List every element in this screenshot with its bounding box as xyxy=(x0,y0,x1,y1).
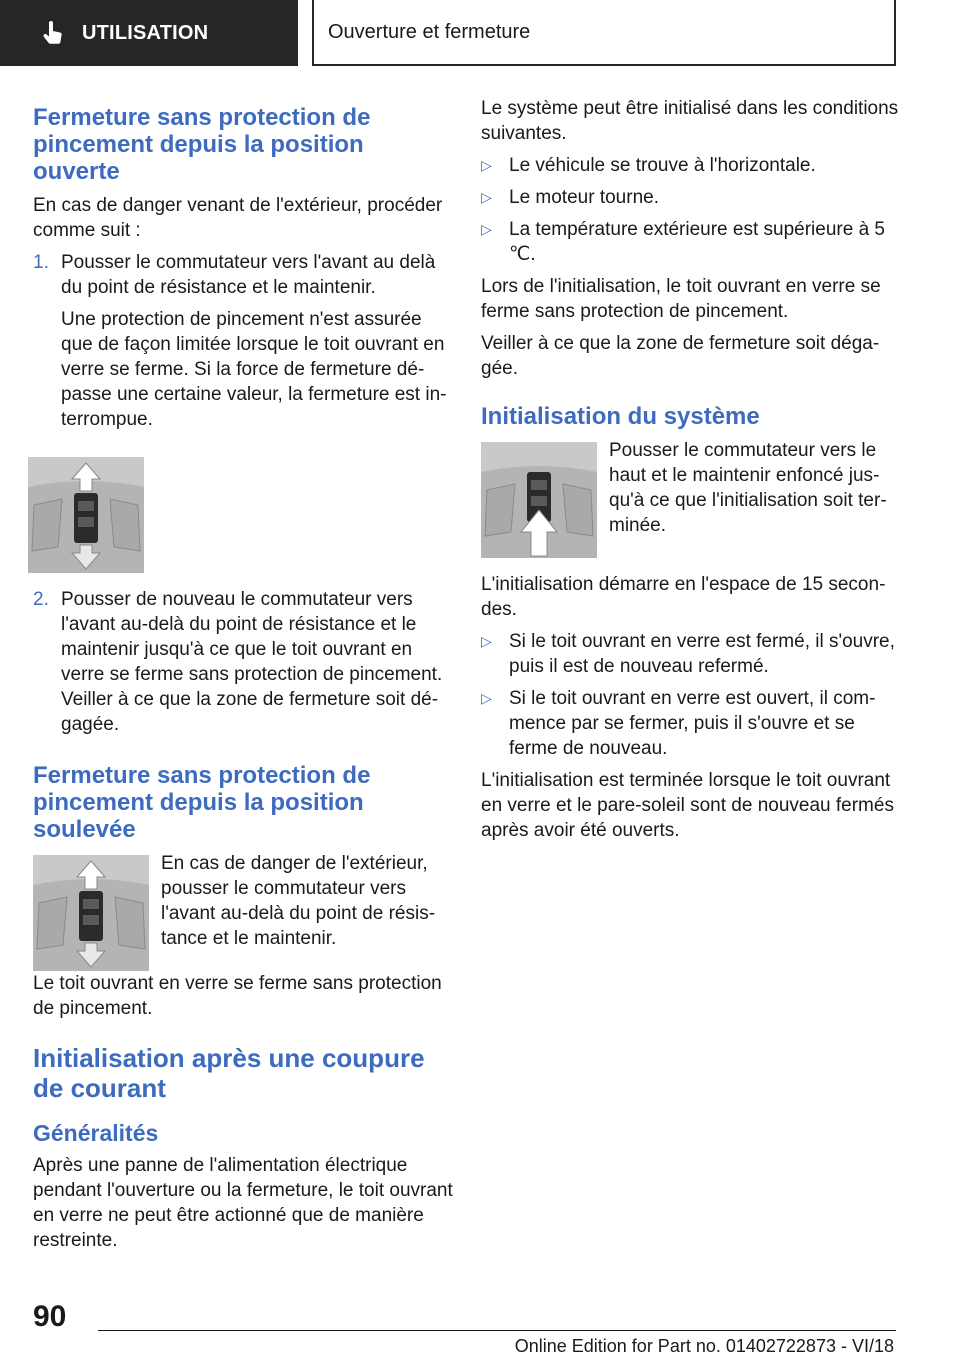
paragraph: Veiller à ce que la zone de fermeture soit dégagée. xyxy=(481,333,880,379)
left-column xyxy=(33,96,453,1260)
switch-forward-illustration xyxy=(28,457,144,573)
paragraph: Le système peut être initialisé dans les conditions suivantes. xyxy=(481,98,899,144)
paragraph: Lors de l'initialisation, le toit ouvrant en verre se ferme sans protection de pincement. xyxy=(481,276,881,322)
switch-forward-illustration xyxy=(33,855,149,971)
step-text: Pousser le commutateur vers l'avant au delà du point de résistance et le maintenir. xyxy=(61,252,436,298)
step-note: Une protection de pincement n'est assurée que de façon limitée lorsque le toit ouvrant en verre se ferme. Si la force de fermeture dépasse une certaine valeur, la fermeture est interrompue. xyxy=(61,309,447,430)
numbered-step xyxy=(33,587,453,744)
heading-initialisation-power: Initialisation après une coupure de courant xyxy=(33,1043,425,1103)
step-number: 2. xyxy=(33,589,49,610)
list-item: ▷ Si le toit ouvrant en verre est ouvert, il commence par se fermer, puis il s'ouvre et se ferme de nouveau. xyxy=(481,688,876,759)
bullet-triangle-icon: ▷ xyxy=(481,157,492,173)
bullet-triangle-icon: ▷ xyxy=(481,633,492,649)
list-item: ▷ Si le toit ouvrant en verre est fermé, il s'ouvre, puis il est de nouveau refermé. xyxy=(481,631,895,677)
section-title: UTILISATION xyxy=(82,21,209,44)
switch-up-illustration xyxy=(481,442,597,558)
paragraph: En cas de danger de l'extérieur, pousser le commutateur vers l'avant au-delà du point de résistance et le maintenir. xyxy=(161,853,436,949)
list-item: ▷ Le véhicule se trouve à l'horizontale. xyxy=(481,155,816,176)
edition-note: Online Edition for Part no. 01402722873 - VI/18 xyxy=(514,1336,894,1356)
section-tab xyxy=(0,0,298,66)
footer-divider xyxy=(98,1330,896,1331)
chapter-title: Ouverture et fermeture xyxy=(328,20,531,43)
paragraph: Pousser le commutateur vers le haut et le maintenir enfoncé jusqu'à ce que l'initialisation soit terminée. xyxy=(609,440,887,536)
bullet-triangle-icon: ▷ xyxy=(481,690,492,706)
bullet-triangle-icon: ▷ xyxy=(481,189,492,205)
paragraph: L'initialisation est terminée lorsque le toit ouvrant en verre et le pare-soleil sont de nouveau fermés après avoir été ouverts. xyxy=(481,770,894,841)
page-header xyxy=(0,0,960,66)
paragraph: Après une panne de l'alimentation électrique pendant l'ouverture ou la fermeture, le toit ouvrant en verre ne peut être actionné que de manière restreinte. xyxy=(33,1155,453,1251)
right-column xyxy=(481,96,901,850)
heading-system-init: Initialisation du système xyxy=(481,403,760,430)
heading-general: Généralités xyxy=(33,1120,159,1146)
heading-closing-from-open: Fermeture sans protection de pincement depuis la position ouverte xyxy=(33,104,371,185)
paragraph: Le toit ouvrant en verre se ferme sans protection de pincement. xyxy=(33,973,442,1019)
list-item: ▷ La température extérieure est supérieure à 5 ℃. xyxy=(481,219,885,265)
list-item: ▷ Le moteur tourne. xyxy=(481,187,659,208)
step-number: 1. xyxy=(33,252,49,273)
hand-pointer-icon xyxy=(40,20,66,46)
paragraph: L'initialisation démarre en l'espace de 15 secondes. xyxy=(481,574,886,620)
step-text: Pousser de nouveau le commutateur vers l'avant au-delà du point de résistance et le maintenir jusqu'à ce que le toit ouvrant en verre se ferme sans protection de pincement. Veiller à ce que la zone de fermeture soit dégagée. xyxy=(61,589,443,735)
paragraph: En cas de danger venant de l'extérieur, procéder comme suit : xyxy=(33,195,443,241)
chapter-box xyxy=(312,0,896,66)
bullet-triangle-icon: ▷ xyxy=(481,221,492,237)
numbered-step xyxy=(33,250,453,439)
page-number: 90 xyxy=(33,1300,67,1333)
heading-closing-from-raised: Fermeture sans protection de pincement depuis la position soulevée xyxy=(33,762,371,843)
